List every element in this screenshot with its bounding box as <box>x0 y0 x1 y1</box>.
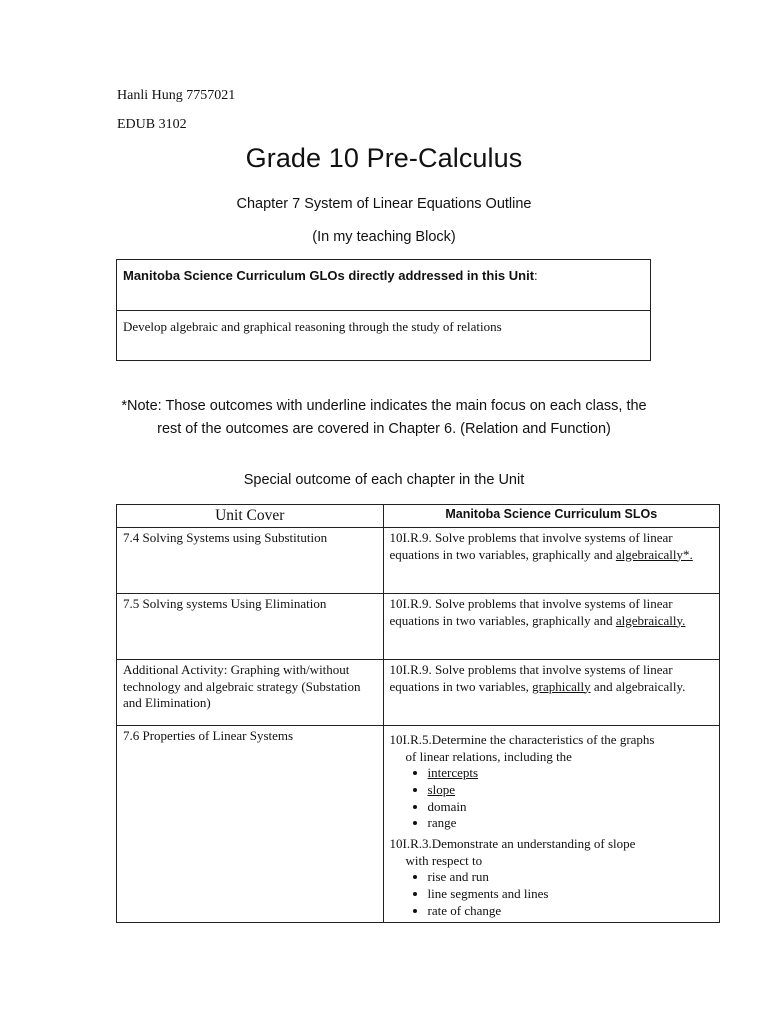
list-item: • rise and run <box>428 869 713 886</box>
table-row <box>117 726 720 923</box>
table-header-row <box>117 505 720 528</box>
slo-cell <box>383 726 719 923</box>
col-header-slos: Manitoba Science Curriculum SLOs <box>383 505 719 528</box>
slo-underlined: algebraically. <box>615 612 686 628</box>
note-paragraph: *Note: Those outcomes with underline indicates the main focus on each class, the rest of the outcomes are covered in Chapter 6. (Relation and Function) <box>121 398 647 437</box>
list-item: • range <box>428 815 713 832</box>
slo-cell <box>383 660 719 726</box>
slo-block-r5 <box>390 732 713 832</box>
list-item: • intercepts <box>428 765 713 782</box>
teaching-block-subtitle: (In my teaching Block) <box>312 229 456 245</box>
slo-text: 10I.R.9. Solve problems that involve systems of linear equations in two variables, graphically and <box>389 530 673 562</box>
slo-line: 10I.R.3.Demonstrate an understanding of slope <box>389 836 636 852</box>
table-row <box>117 594 720 660</box>
list-item: • line segments and lines <box>428 886 713 903</box>
slo-cell <box>383 528 719 594</box>
bullet-list <box>390 765 713 832</box>
glo-heading <box>117 260 650 311</box>
unit-cell: Additional Activity: Graphing with/without technology and algebraic strategy (Substation and Elimination) <box>117 660 384 726</box>
slo-block-r3 <box>390 836 713 919</box>
page-title: Grade 10 Pre-Calculus <box>245 143 523 173</box>
special-outcome-heading: Special outcome of each chapter in the Unit <box>243 472 525 488</box>
col-header-unit-cover: Unit Cover <box>117 505 384 528</box>
glo-heading-colon: : <box>534 268 538 283</box>
slo-underlined: algebraically*. <box>615 546 693 562</box>
units-table <box>116 504 720 923</box>
author-line: Hanli Hung 7757021 <box>117 88 236 103</box>
unit-cell: 7.4 Solving Systems using Substitution <box>117 528 384 594</box>
slo-line: of linear relations, including the <box>405 748 572 764</box>
glo-box <box>116 259 651 361</box>
slo-line: 10I.R.5.Determine the characteristics of the graphs <box>389 732 655 747</box>
slo-underlined: graphically <box>532 678 591 694</box>
slo-text: 10I.R.9. Solve problems that involve systems of linear equations in two variables, graphically and <box>389 596 673 628</box>
unit-cell: 7.5 Solving systems Using Elimination <box>117 594 384 660</box>
glo-heading-text: Manitoba Science Curriculum GLOs directly addressed in this Unit <box>123 268 535 283</box>
list-item: • slope <box>428 782 713 799</box>
table-row <box>117 528 720 594</box>
bullet-list <box>390 869 713 919</box>
list-item: • domain <box>428 799 713 816</box>
slo-text-post: and algebraically. <box>590 678 686 694</box>
course-code: EDUB 3102 <box>117 117 187 132</box>
unit-cell: 7.6 Properties of Linear Systems <box>117 726 384 923</box>
slo-line: with respect to <box>405 852 483 868</box>
slo-cell <box>383 594 719 660</box>
list-item: • rate of change <box>428 903 713 920</box>
table-row <box>117 660 720 726</box>
slo-text: 10I.R.9. Solve problems that involve systems of linear equations in two variables, <box>389 662 673 694</box>
glo-body: Develop algebraic and graphical reasoning through the study of relations <box>123 319 502 334</box>
chapter-subtitle: Chapter 7 System of Linear Equations Outline <box>236 196 532 212</box>
